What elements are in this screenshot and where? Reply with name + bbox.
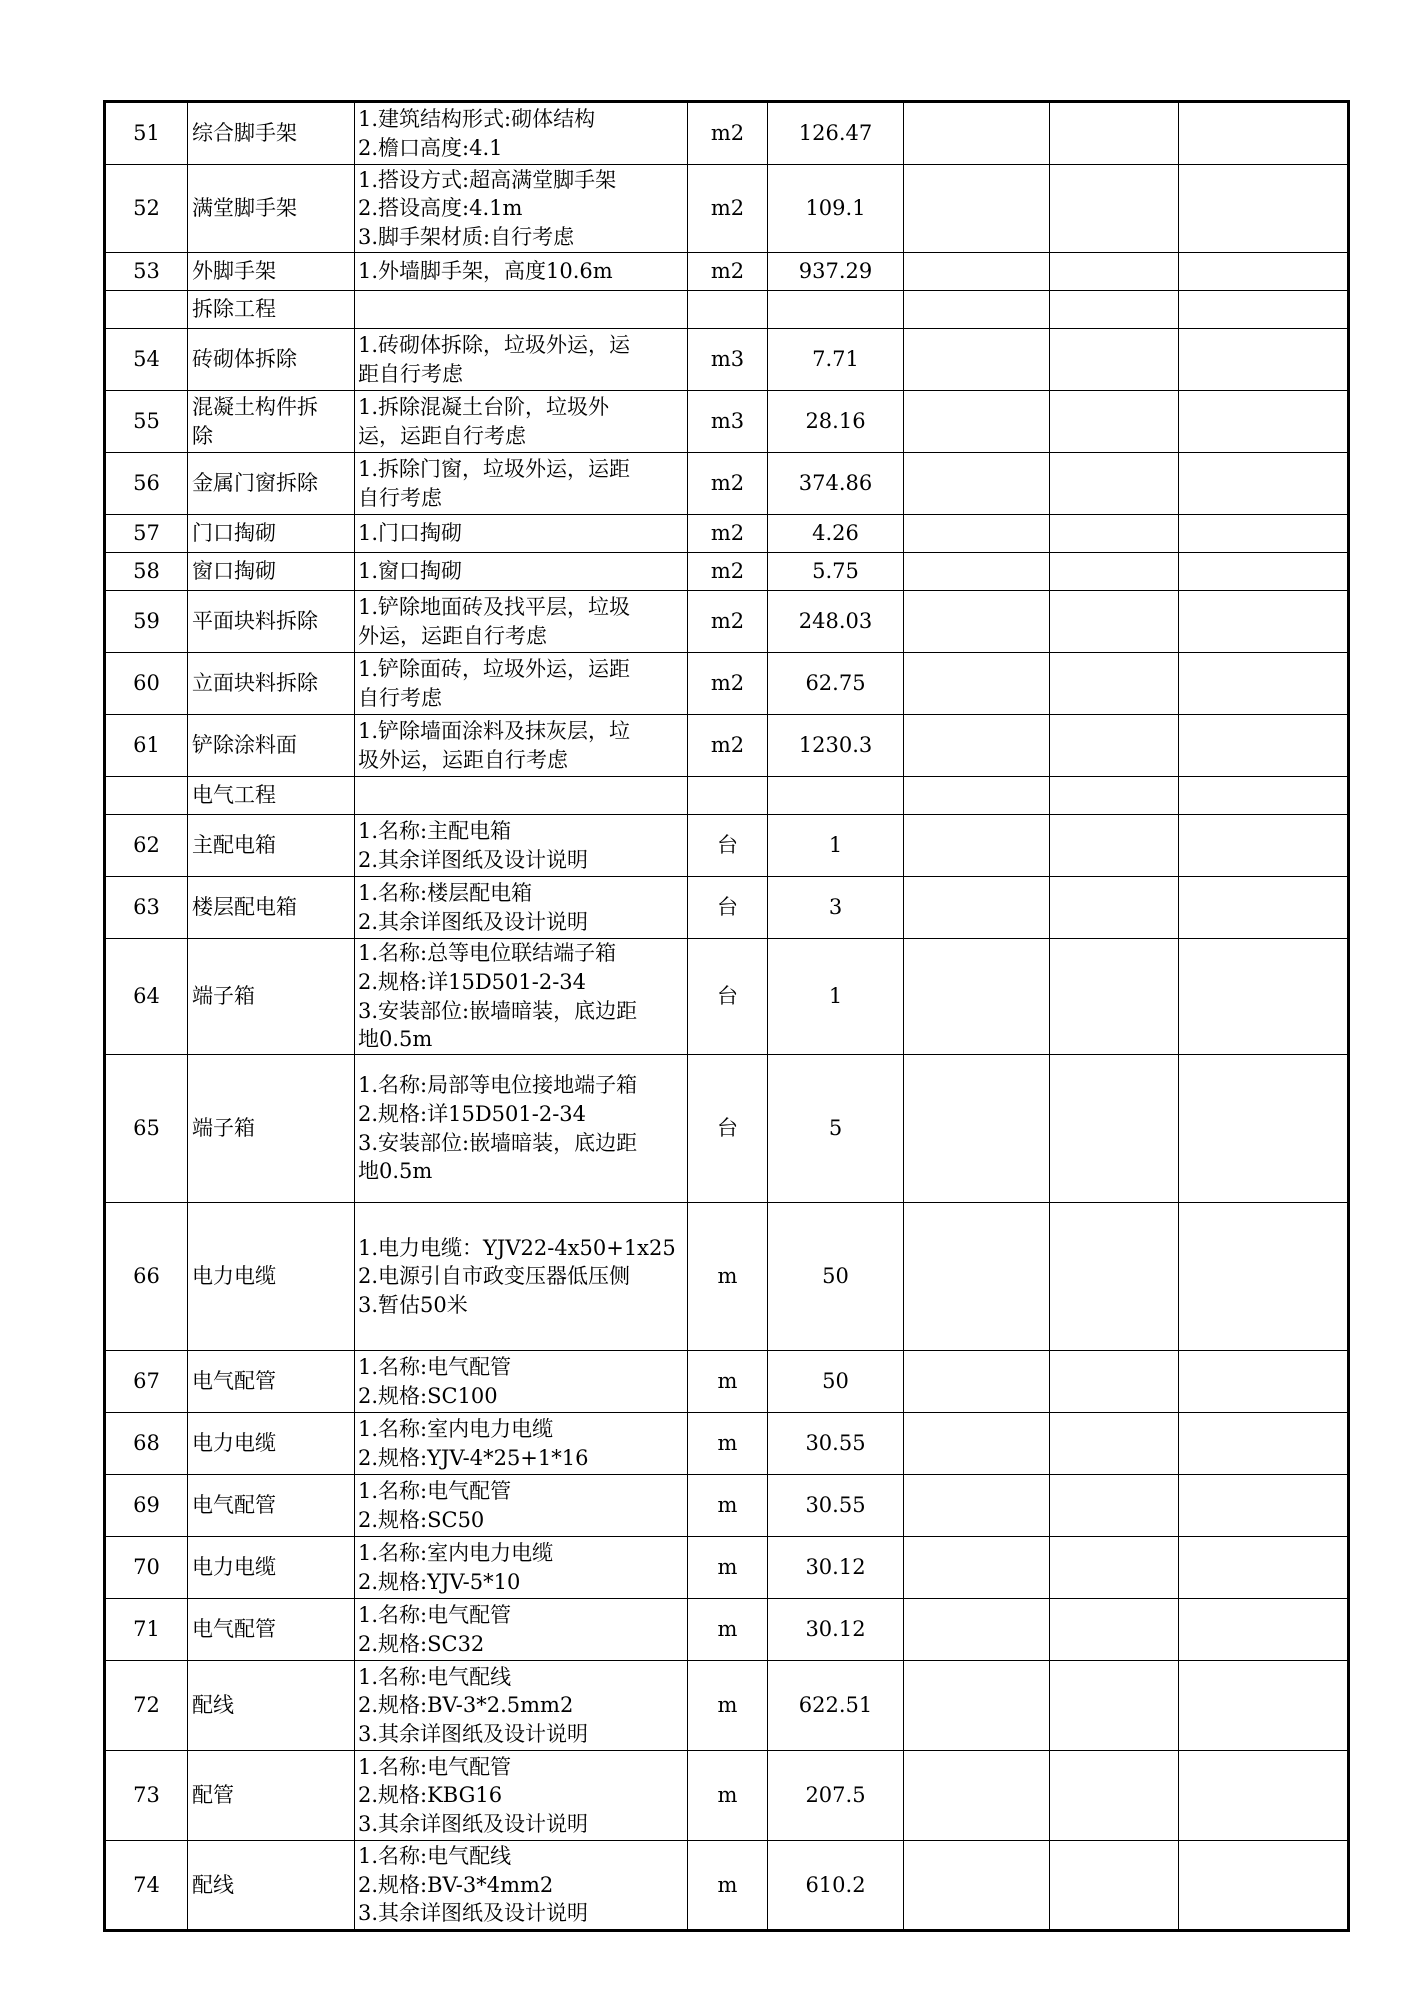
blank-cell <box>904 591 1050 653</box>
item-name-cell: 电气配管 <box>188 1351 355 1413</box>
unit-cell: m2 <box>688 515 768 553</box>
blank-cell <box>904 1351 1050 1413</box>
table-body <box>105 102 1349 1931</box>
item-description-cell: 1.名称:局部等电位接地端子箱 2.规格:详15D501-2-34 3.安装部位:嵌墙暗装，底边距 地0.5m <box>355 1055 688 1203</box>
unit-cell: 台 <box>688 939 768 1055</box>
quantity-cell: 610.2 <box>768 1841 904 1931</box>
table-row <box>105 877 1349 939</box>
unit-cell: m2 <box>688 553 768 591</box>
item-name-cell: 电气配管 <box>188 1475 355 1537</box>
blank-cell <box>1050 877 1179 939</box>
blank-cell <box>1179 1413 1349 1475</box>
quantity-cell: 3 <box>768 877 904 939</box>
table-row <box>105 1841 1349 1931</box>
unit-cell <box>688 777 768 815</box>
item-description-cell <box>355 291 688 329</box>
item-description-cell: 1.名称:电气配管 2.规格:KBG16 3.其余详图纸及设计说明 <box>355 1751 688 1841</box>
unit-cell: 台 <box>688 877 768 939</box>
item-description-cell: 1.名称:室内电力电缆 2.规格:YJV-4*25+1*16 <box>355 1413 688 1475</box>
item-description-cell: 1.名称:电气配管 2.规格:SC32 <box>355 1599 688 1661</box>
table-row <box>105 715 1349 777</box>
blank-cell <box>1050 391 1179 453</box>
blank-cell <box>904 1475 1050 1537</box>
unit-cell: m2 <box>688 715 768 777</box>
blank-cell <box>904 1413 1050 1475</box>
blank-cell <box>1050 1475 1179 1537</box>
item-number-cell: 54 <box>105 329 188 391</box>
item-name-cell: 立面块料拆除 <box>188 653 355 715</box>
item-name-cell: 配线 <box>188 1661 355 1751</box>
blank-cell <box>904 391 1050 453</box>
item-description-cell: 1.名称:电气配线 2.规格:BV-3*2.5mm2 3.其余详图纸及设计说明 <box>355 1661 688 1751</box>
item-number-cell: 56 <box>105 453 188 515</box>
item-description-cell: 1.铲除墙面涂料及抹灰层，垃 圾外运，运距自行考虑 <box>355 715 688 777</box>
quantity-cell: 30.55 <box>768 1475 904 1537</box>
unit-cell: m <box>688 1413 768 1475</box>
unit-cell: m <box>688 1751 768 1841</box>
quantity-cell: 28.16 <box>768 391 904 453</box>
blank-cell <box>1050 553 1179 591</box>
item-description-cell: 1.名称:楼层配电箱 2.其余详图纸及设计说明 <box>355 877 688 939</box>
quantity-cell: 937.29 <box>768 253 904 291</box>
item-description-cell: 1.外墙脚手架，高度10.6m <box>355 253 688 291</box>
item-name-cell: 电力电缆 <box>188 1203 355 1351</box>
unit-cell: m <box>688 1841 768 1931</box>
table-row <box>105 815 1349 877</box>
blank-cell <box>904 1661 1050 1751</box>
item-name-cell: 平面块料拆除 <box>188 591 355 653</box>
table-row <box>105 291 1349 329</box>
unit-cell: m <box>688 1475 768 1537</box>
item-name-cell: 端子箱 <box>188 939 355 1055</box>
item-description-cell: 1.名称:电气配管 2.规格:SC100 <box>355 1351 688 1413</box>
unit-cell: m <box>688 1203 768 1351</box>
blank-cell <box>1050 939 1179 1055</box>
table-row <box>105 253 1349 291</box>
blank-cell <box>904 165 1050 253</box>
table-row <box>105 1203 1349 1351</box>
blank-cell <box>1050 1413 1179 1475</box>
item-description-cell: 1.电力电缆：YJV22-4x50+1x25 2.电源引自市政变压器低压侧 3.暂估50米 <box>355 1203 688 1351</box>
item-description-cell: 1.名称:室内电力电缆 2.规格:YJV-5*10 <box>355 1537 688 1599</box>
quantity-cell <box>768 291 904 329</box>
item-name-cell: 混凝土构件拆 除 <box>188 391 355 453</box>
quantity-cell: 109.1 <box>768 165 904 253</box>
table-row <box>105 102 1349 165</box>
item-name-cell: 配线 <box>188 1841 355 1931</box>
blank-cell <box>904 939 1050 1055</box>
table-row <box>105 1351 1349 1413</box>
blank-cell <box>1050 329 1179 391</box>
quantity-cell: 622.51 <box>768 1661 904 1751</box>
blank-cell <box>904 877 1050 939</box>
table-row <box>105 553 1349 591</box>
table-row <box>105 453 1349 515</box>
item-name-cell: 综合脚手架 <box>188 102 355 165</box>
table-row <box>105 939 1349 1055</box>
item-description-cell: 1.门口掏砌 <box>355 515 688 553</box>
unit-cell: m <box>688 1351 768 1413</box>
blank-cell <box>904 1599 1050 1661</box>
item-name-cell: 窗口掏砌 <box>188 553 355 591</box>
unit-cell: m <box>688 1661 768 1751</box>
unit-cell: m2 <box>688 253 768 291</box>
item-name-cell: 砖砌体拆除 <box>188 329 355 391</box>
blank-cell <box>1050 453 1179 515</box>
item-description-cell: 1.铲除面砖，垃圾外运，运距 自行考虑 <box>355 653 688 715</box>
blank-cell <box>1050 1841 1179 1931</box>
item-number-cell: 66 <box>105 1203 188 1351</box>
blank-cell <box>1050 1055 1179 1203</box>
blank-cell <box>1179 815 1349 877</box>
blank-cell <box>904 553 1050 591</box>
blank-cell <box>904 453 1050 515</box>
quantity-cell: 207.5 <box>768 1751 904 1841</box>
blank-cell <box>1050 1537 1179 1599</box>
table-row <box>105 515 1349 553</box>
unit-cell: m2 <box>688 653 768 715</box>
blank-cell <box>1179 591 1349 653</box>
item-number-cell <box>105 291 188 329</box>
item-number-cell: 63 <box>105 877 188 939</box>
item-name-cell: 外脚手架 <box>188 253 355 291</box>
blank-cell <box>904 777 1050 815</box>
blank-cell <box>904 1537 1050 1599</box>
quantity-cell: 30.12 <box>768 1537 904 1599</box>
item-description-cell: 1.名称:电气配线 2.规格:BV-3*4mm2 3.其余详图纸及设计说明 <box>355 1841 688 1931</box>
item-description-cell: 1.名称:主配电箱 2.其余详图纸及设计说明 <box>355 815 688 877</box>
blank-cell <box>1179 653 1349 715</box>
blank-cell <box>904 329 1050 391</box>
item-name-cell: 配管 <box>188 1751 355 1841</box>
item-name-cell: 铲除涂料面 <box>188 715 355 777</box>
item-name-cell: 电气工程 <box>188 777 355 815</box>
item-description-cell: 1.建筑结构形式:砌体结构 2.檐口高度:4.1 <box>355 102 688 165</box>
quantity-cell: 50 <box>768 1351 904 1413</box>
table-row <box>105 1751 1349 1841</box>
item-description-cell: 1.名称:总等电位联结端子箱 2.规格:详15D501-2-34 3.安装部位:嵌墙暗装，底边距 地0.5m <box>355 939 688 1055</box>
item-number-cell: 62 <box>105 815 188 877</box>
table-row <box>105 165 1349 253</box>
blank-cell <box>1050 591 1179 653</box>
blank-cell <box>1179 165 1349 253</box>
item-name-cell: 电气配管 <box>188 1599 355 1661</box>
blank-cell <box>904 715 1050 777</box>
item-number-cell: 71 <box>105 1599 188 1661</box>
blank-cell <box>1179 1599 1349 1661</box>
item-description-cell: 1.铲除地面砖及找平层，垃圾 外运，运距自行考虑 <box>355 591 688 653</box>
item-number-cell: 58 <box>105 553 188 591</box>
item-number-cell: 59 <box>105 591 188 653</box>
blank-cell <box>1050 1203 1179 1351</box>
blank-cell <box>1050 653 1179 715</box>
item-number-cell: 53 <box>105 253 188 291</box>
item-description-cell: 1.搭设方式:超高满堂脚手架 2.搭设高度:4.1m 3.脚手架材质:自行考虑 <box>355 165 688 253</box>
blank-cell <box>1050 815 1179 877</box>
blank-cell <box>904 253 1050 291</box>
quantity-cell: 374.86 <box>768 453 904 515</box>
item-name-cell: 门口掏砌 <box>188 515 355 553</box>
blank-cell <box>1179 1203 1349 1351</box>
blank-cell <box>1179 1055 1349 1203</box>
unit-cell <box>688 291 768 329</box>
blank-cell <box>1179 1841 1349 1931</box>
unit-cell: m <box>688 1537 768 1599</box>
blank-cell <box>1179 553 1349 591</box>
blank-cell <box>904 653 1050 715</box>
table-row <box>105 1599 1349 1661</box>
blank-cell <box>1179 453 1349 515</box>
blank-cell <box>1179 715 1349 777</box>
blank-cell <box>1050 1751 1179 1841</box>
bill-of-quantities-table <box>103 100 1350 1932</box>
table-row <box>105 591 1349 653</box>
unit-cell: m2 <box>688 453 768 515</box>
blank-cell <box>1179 1751 1349 1841</box>
item-number-cell: 69 <box>105 1475 188 1537</box>
blank-cell <box>1050 1661 1179 1751</box>
unit-cell: 台 <box>688 815 768 877</box>
item-number-cell: 73 <box>105 1751 188 1841</box>
item-number-cell: 68 <box>105 1413 188 1475</box>
item-number-cell: 60 <box>105 653 188 715</box>
quantity-cell: 126.47 <box>768 102 904 165</box>
item-description-cell: 1.拆除混凝土台阶，垃圾外 运，运距自行考虑 <box>355 391 688 453</box>
item-description-cell: 1.名称:电气配管 2.规格:SC50 <box>355 1475 688 1537</box>
blank-cell <box>1179 329 1349 391</box>
blank-cell <box>904 515 1050 553</box>
item-name-cell: 满堂脚手架 <box>188 165 355 253</box>
quantity-cell <box>768 777 904 815</box>
quantity-cell: 5 <box>768 1055 904 1203</box>
unit-cell: m3 <box>688 391 768 453</box>
item-name-cell: 拆除工程 <box>188 291 355 329</box>
table-row <box>105 1661 1349 1751</box>
blank-cell <box>1179 939 1349 1055</box>
item-number-cell: 67 <box>105 1351 188 1413</box>
blank-cell <box>1050 165 1179 253</box>
item-name-cell: 端子箱 <box>188 1055 355 1203</box>
quantity-cell: 30.12 <box>768 1599 904 1661</box>
quantity-cell: 4.26 <box>768 515 904 553</box>
blank-cell <box>904 291 1050 329</box>
blank-cell <box>1050 777 1179 815</box>
quantity-cell: 248.03 <box>768 591 904 653</box>
table-row <box>105 1475 1349 1537</box>
unit-cell: m <box>688 1599 768 1661</box>
blank-cell <box>904 815 1050 877</box>
item-number-cell: 64 <box>105 939 188 1055</box>
blank-cell <box>904 1055 1050 1203</box>
item-number-cell: 65 <box>105 1055 188 1203</box>
blank-cell <box>1179 253 1349 291</box>
unit-cell: m3 <box>688 329 768 391</box>
blank-cell <box>1179 391 1349 453</box>
blank-cell <box>1179 1537 1349 1599</box>
item-description-cell <box>355 777 688 815</box>
quantity-cell: 50 <box>768 1203 904 1351</box>
item-number-cell: 51 <box>105 102 188 165</box>
blank-cell <box>904 1841 1050 1931</box>
quantity-cell: 30.55 <box>768 1413 904 1475</box>
item-name-cell: 电力电缆 <box>188 1537 355 1599</box>
quantity-cell: 1230.3 <box>768 715 904 777</box>
item-number-cell: 57 <box>105 515 188 553</box>
blank-cell <box>904 1751 1050 1841</box>
item-name-cell: 楼层配电箱 <box>188 877 355 939</box>
table-row <box>105 1537 1349 1599</box>
table-row <box>105 391 1349 453</box>
item-description-cell: 1.砖砌体拆除，垃圾外运，运 距自行考虑 <box>355 329 688 391</box>
unit-cell: m2 <box>688 591 768 653</box>
quantity-cell: 1 <box>768 939 904 1055</box>
item-name-cell: 主配电箱 <box>188 815 355 877</box>
blank-cell <box>904 102 1050 165</box>
blank-cell <box>1179 877 1349 939</box>
item-number-cell: 55 <box>105 391 188 453</box>
blank-cell <box>904 1203 1050 1351</box>
quantity-cell: 5.75 <box>768 553 904 591</box>
table-row <box>105 1413 1349 1475</box>
item-number-cell <box>105 777 188 815</box>
item-number-cell: 61 <box>105 715 188 777</box>
blank-cell <box>1179 515 1349 553</box>
quantity-cell: 7.71 <box>768 329 904 391</box>
blank-cell <box>1050 291 1179 329</box>
quantity-cell: 62.75 <box>768 653 904 715</box>
blank-cell <box>1050 253 1179 291</box>
item-description-cell: 1.拆除门窗，垃圾外运，运距 自行考虑 <box>355 453 688 515</box>
blank-cell <box>1179 1475 1349 1537</box>
quantity-cell: 1 <box>768 815 904 877</box>
item-name-cell: 电力电缆 <box>188 1413 355 1475</box>
blank-cell <box>1050 1351 1179 1413</box>
blank-cell <box>1179 291 1349 329</box>
item-number-cell: 70 <box>105 1537 188 1599</box>
table-row <box>105 1055 1349 1203</box>
blank-cell <box>1050 102 1179 165</box>
blank-cell <box>1179 1661 1349 1751</box>
item-number-cell: 72 <box>105 1661 188 1751</box>
blank-cell <box>1179 102 1349 165</box>
blank-cell <box>1179 1351 1349 1413</box>
item-description-cell: 1.窗口掏砌 <box>355 553 688 591</box>
unit-cell: 台 <box>688 1055 768 1203</box>
unit-cell: m2 <box>688 165 768 253</box>
unit-cell: m2 <box>688 102 768 165</box>
blank-cell <box>1179 777 1349 815</box>
blank-cell <box>1050 515 1179 553</box>
blank-cell <box>1050 1599 1179 1661</box>
table-row <box>105 329 1349 391</box>
item-number-cell: 52 <box>105 165 188 253</box>
item-name-cell: 金属门窗拆除 <box>188 453 355 515</box>
table-row <box>105 653 1349 715</box>
table-row <box>105 777 1349 815</box>
blank-cell <box>1050 715 1179 777</box>
item-number-cell: 74 <box>105 1841 188 1931</box>
